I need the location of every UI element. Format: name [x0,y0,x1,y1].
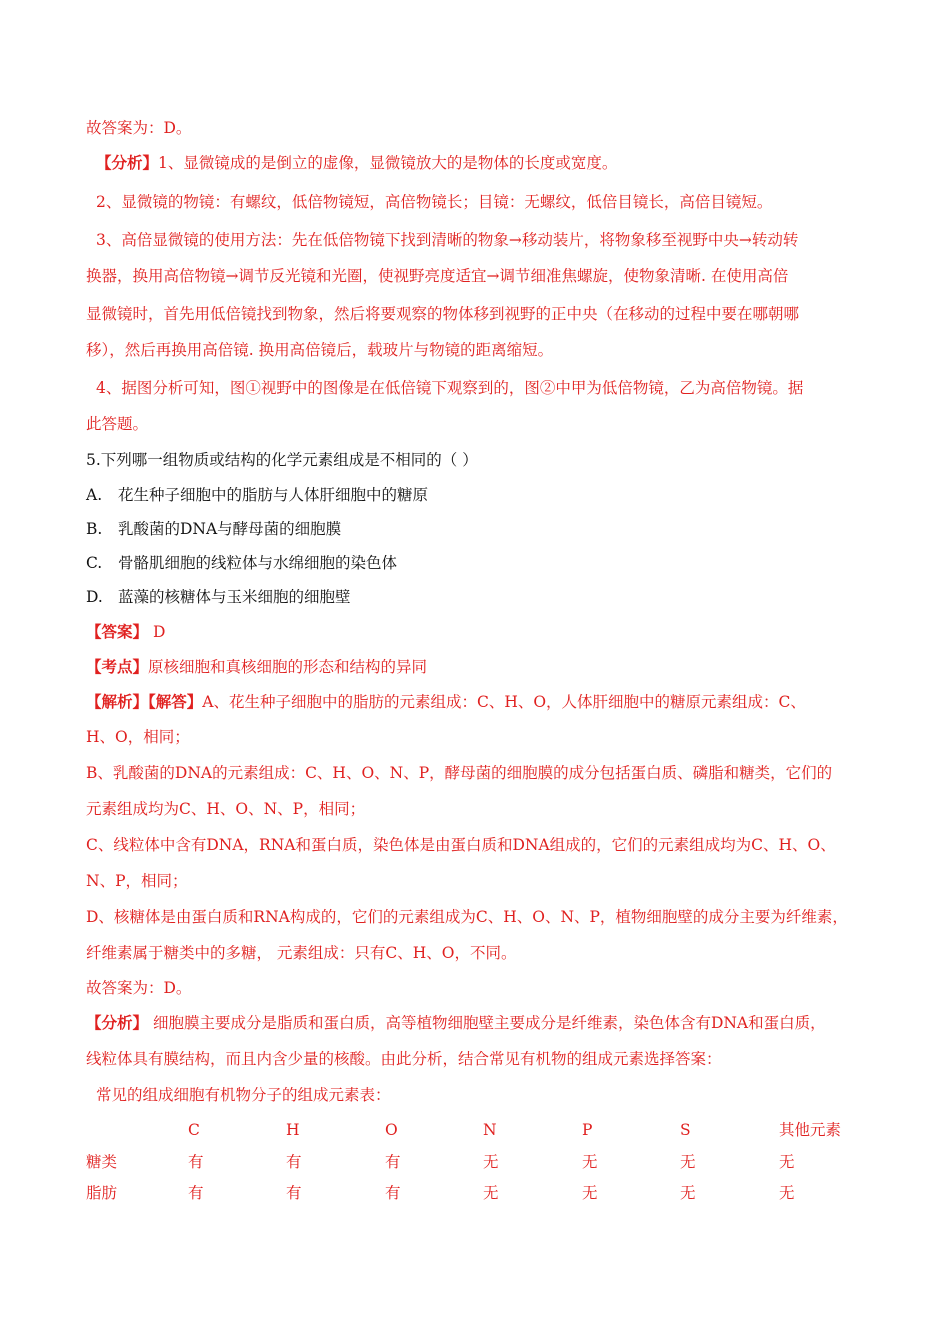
table-row-label: 脂肪 [86,1184,118,1202]
table-cell: 无 [483,1153,499,1171]
answer-tag: 【答案】 [86,622,149,641]
option-a [86,485,428,505]
prev-conclusion: 故答案为：D。 [86,119,192,137]
jiexi-b-l1: B、乳酸菌的DNA的元素组成：C、H、O、N、P，酵母菌的细胞膜的成分包括蛋白质、磷脂和糖类，它们的 [86,764,833,782]
table-header-cell: C [188,1121,200,1139]
jiexi-text: A、花生种子细胞中的脂肪的元素组成：C、H、O，人体肝细胞中的糖原元素组成：C、 [202,693,806,711]
jiexi-d-l1: D、核糖体是由蛋白质和RNA构成的，它们的元素组成为C、H、O、N、P，植物细胞壁的成分主要为纤维素， [86,908,848,926]
prev-analysis-1 [96,153,617,173]
option-d [86,587,351,607]
option-text: 乳酸菌的DNA与酵母菌的细胞膜 [118,520,342,538]
prev-analysis-3-l4: 移），然后再换用高倍镜. 换用高倍镜后，载玻片与物镜的距离缩短。 [86,341,554,359]
option-c [86,553,397,573]
prev-analysis-3-l3: 显微镜时，首先用低倍镜找到物象，然后将要观察的物体移到视野的正中央（在移动的过程中要在哪朝哪 [86,305,800,323]
jiexi-b-l2: 元素组成均为C、H、O、N、P，相同； [86,800,366,818]
option-letter: C. [86,554,103,572]
table-cell: 有 [385,1184,401,1202]
option-text: 蓝藻的核糖体与玉米细胞的细胞壁 [118,588,351,606]
table-cell: 有 [385,1153,401,1171]
fenxi-l2: 线粒体具有膜结构，而且内含少量的核酸。由此分析，结合常见有机物的组成元素选择答案： [86,1050,722,1068]
jiexi-c-l1: C、线粒体中含有DNA，RNA和蛋白质，染色体是由蛋白质和DNA组成的，它们的元素组成均为C、H、O、 [86,836,836,854]
table-cell: 有 [286,1184,302,1202]
table-cell: 无 [779,1184,795,1202]
kaodian-text: 原核细胞和真核细胞的形态和结构的异同 [148,658,428,676]
answer-conclusion: 故答案为：D。 [86,979,192,997]
table-cell: 无 [779,1153,795,1171]
table-cell: 有 [286,1153,302,1171]
table-cell: 无 [680,1153,696,1171]
prev-analysis-4-l1: 4、据图分析可知，图①视野中的图像是在低倍镜下观察到的，图②中甲为低倍物镜，乙为高倍物镜。据 [96,379,804,397]
fenxi-l1 [86,1013,826,1033]
fenxi-text: 细胞膜主要成分是脂质和蛋白质，高等植物细胞壁主要成分是纤维素，染色体含有DNA和蛋白质， [148,1014,826,1032]
option-b [86,519,341,539]
analysis-tag: 【分析】 [96,153,159,172]
analysis-text: 1、显微镜成的是倒立的虚像，显微镜放大的是物体的长度或宽度。 [158,154,618,172]
jiexi-a-l2: H、O，相同； [86,728,190,746]
fenxi-tag: 【分析】 [86,1013,149,1032]
table-cell: 无 [680,1184,696,1202]
table-header-cell: O [385,1121,398,1139]
option-text: 骨骼肌细胞的线粒体与水绵细胞的染色体 [118,554,398,572]
option-letter: A. [86,486,103,504]
question-stem: 5.下列哪一组物质或结构的化学元素组成是不相同的（ ） [86,451,478,469]
jiexi-tag: 【解析】【解答】 [86,692,203,711]
table-cell: 无 [483,1184,499,1202]
answer-value: D [148,623,166,641]
prev-analysis-4-l2: 此答题。 [86,415,149,433]
answer-line [86,622,165,642]
table-header-cell: S [680,1121,691,1139]
table-caption: 常见的组成细胞有机物分子的组成元素表： [96,1086,391,1104]
jiexi-a-l1 [86,692,806,712]
table-header-cell: P [582,1121,593,1139]
table-cell: 无 [582,1153,598,1171]
kaodian-tag: 【考点】 [86,657,149,676]
prev-analysis-2: 2、显微镜的物镜：有螺纹，低倍物镜短，高倍物镜长；目镜：无螺纹，低倍目镜长，高倍目镜短。 [96,193,773,211]
prev-analysis-3-l1: 3、高倍显微镜的使用方法：先在低倍物镜下找到清晰的物象→移动装片，将物象移至视野中央→转动转 [96,231,799,249]
option-text: 花生种子细胞中的脂肪与人体肝细胞中的糖原 [118,486,429,504]
jiexi-d-l2: 纤维素属于糖类中的多糖， 元素组成：只有C、H、O，不同。 [86,944,517,962]
jiexi-c-l2: N、P，相同； [86,872,188,890]
kaodian-line [86,657,427,677]
prev-analysis-3-l2: 换器，换用高倍物镜→调节反光镜和光圈，使视野亮度适宜→调节细准焦螺旋，使物象清晰. 在使用高倍 [86,267,789,285]
table-header-cell: N [483,1121,497,1139]
table-cell: 有 [188,1153,204,1171]
table-row-label: 糖类 [86,1153,118,1171]
table-cell: 有 [188,1184,204,1202]
table-cell: 无 [582,1184,598,1202]
table-header-cell: H [286,1121,300,1139]
option-letter: D. [86,588,103,606]
table-header-cell: 其他元素 [779,1121,842,1139]
option-letter: B. [86,520,103,538]
